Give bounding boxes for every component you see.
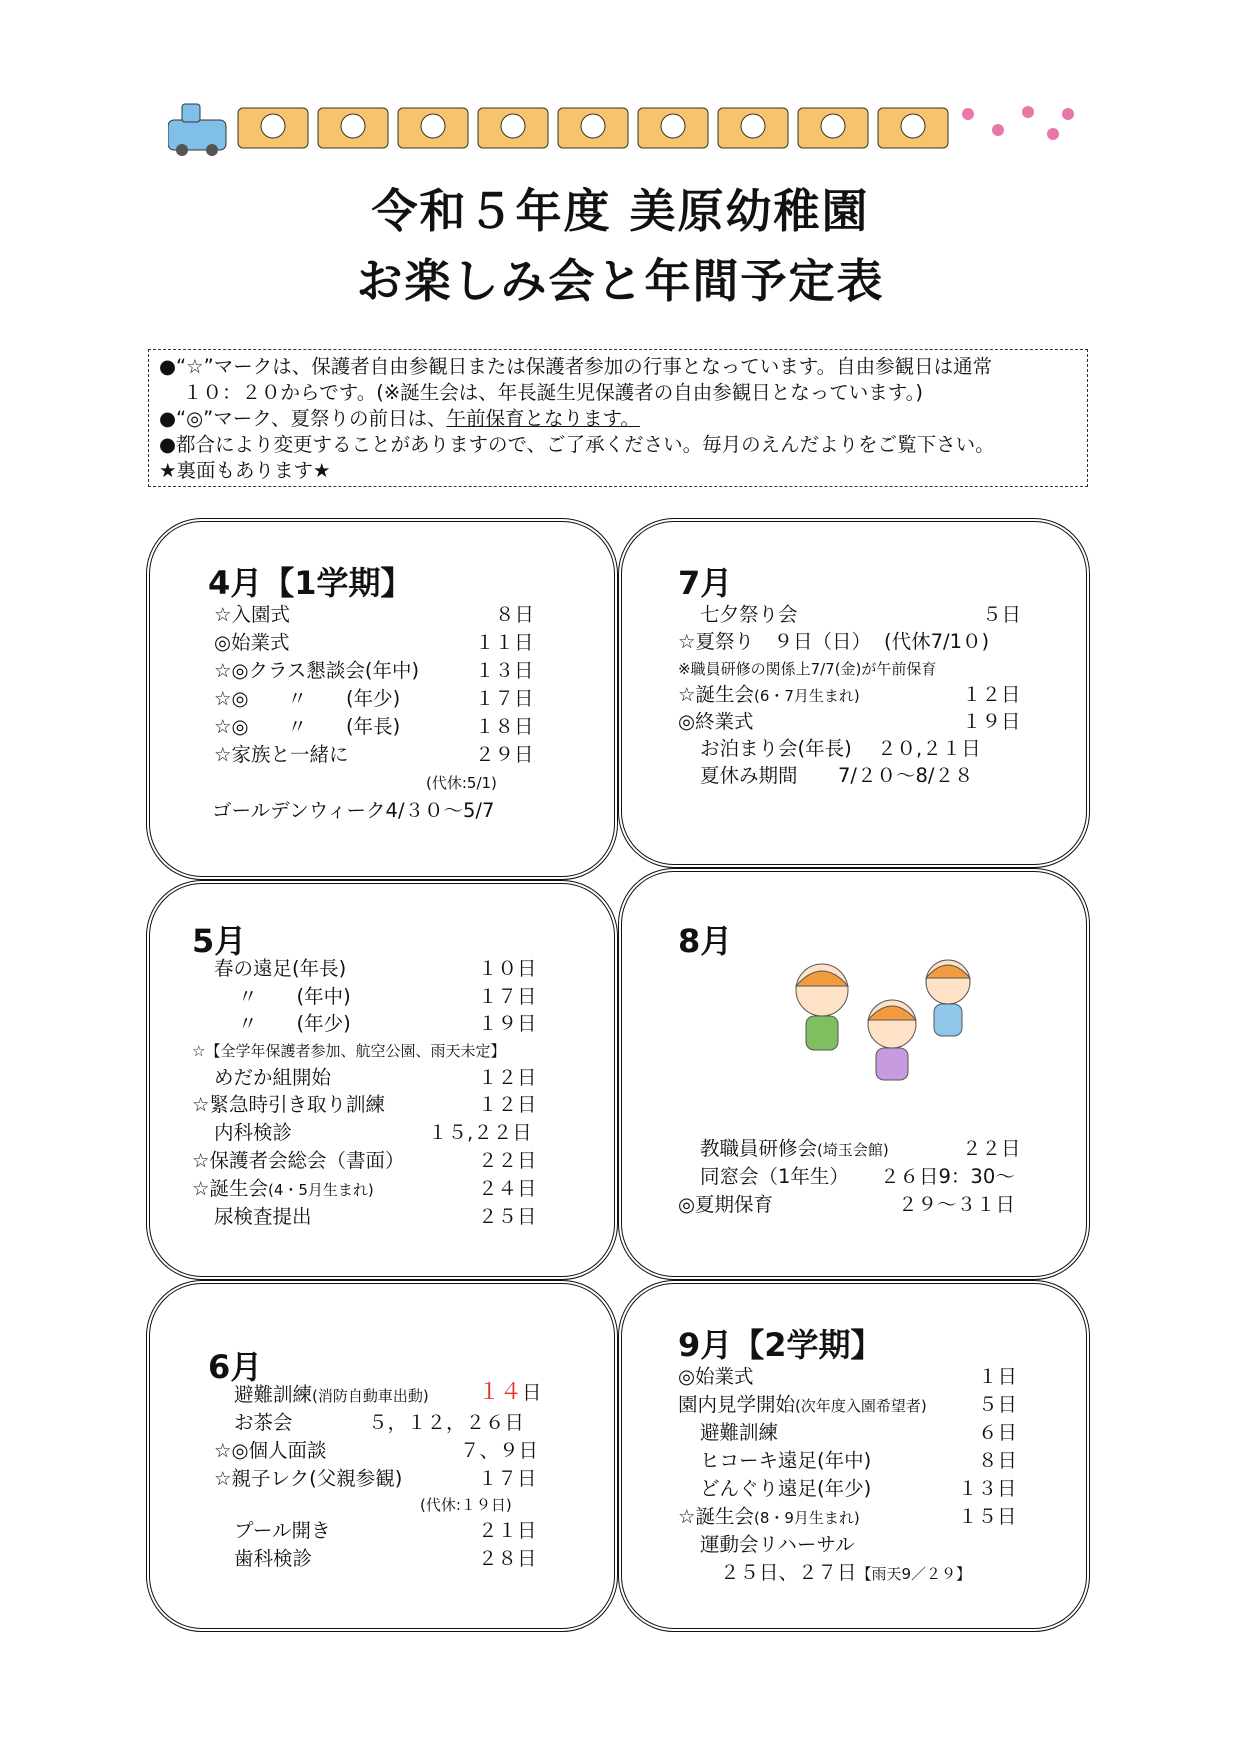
event-label: ヒコーキ遠足(年中): [700, 1449, 872, 1472]
event-label: 春の遠足(年長): [214, 957, 347, 980]
event-date: ２１日: [478, 1519, 537, 1542]
event-label: ☆入園式: [214, 603, 290, 626]
event-label: プール開き: [234, 1519, 331, 1542]
event-label: ☆夏祭り ９日（日）: [678, 630, 871, 653]
event-label: 〃 (年中): [238, 985, 351, 1008]
event-date: ２２日: [478, 1149, 537, 1172]
event-date: １２日: [478, 1093, 537, 1116]
event-label: 避難訓練: [700, 1421, 779, 1444]
event-label: 夏休み期間: [700, 764, 798, 787]
half-day-underline: 午前保育となります。: [446, 407, 640, 430]
page-title-line1: 令和５年度 美原幼稚園: [371, 184, 870, 238]
event-date: １９日: [962, 710, 1021, 733]
month-heading: 7月: [678, 564, 733, 602]
event-label: ☆家族と一緒に: [214, 743, 349, 766]
event-label: ☆親子レク(父親参観): [214, 1467, 403, 1490]
event-label: お茶会: [234, 1411, 293, 1434]
notice-line: ●“◎”マーク、夏祭りの前日は、午前保育となります。: [159, 407, 640, 430]
event-label: ☆◎ 〃 (年長): [214, 715, 401, 738]
event-date: ２２日: [962, 1137, 1021, 1160]
event-label: 尿検査提出: [214, 1205, 312, 1228]
april-box: [146, 518, 618, 880]
event-label: ☆誕生会(8・9月生まれ): [678, 1505, 860, 1528]
event-date: (代休7/1０): [884, 630, 990, 653]
event-label: 運動会リハーサル: [700, 1533, 855, 1556]
month-heading: 6月: [208, 1348, 263, 1386]
event-date: １２日: [478, 1066, 537, 1089]
event-label: ※職員研修の関係上7/7(金)が午前保育: [678, 660, 937, 678]
highlighted-date: １４: [478, 1380, 523, 1405]
event-date: １０日: [478, 957, 537, 980]
may-box: [146, 880, 618, 1280]
event-label: 歯科検診: [234, 1547, 313, 1570]
event-date: ２０,２１日: [877, 737, 981, 760]
event-date: ８日: [978, 1449, 1018, 1472]
month-heading: 5月: [192, 922, 247, 960]
event-date: １８日: [475, 715, 534, 738]
event-date: ２５日、２７日【雨天9／２９】: [720, 1561, 972, 1584]
event-date: ８日: [495, 603, 535, 626]
event-label: めだか組開始: [214, 1066, 332, 1089]
event-date: １９日: [478, 1012, 537, 1035]
event-date: １１日: [475, 631, 534, 654]
event-label: どんぐり遠足(年少): [700, 1477, 872, 1500]
event-label: お泊まり会(年長): [700, 737, 852, 760]
golden-week: ゴールデンウィーク4/３０～5/7: [212, 799, 495, 822]
event-date: ５日: [978, 1393, 1018, 1416]
event-label: ☆誕生会(4・5月生まれ): [192, 1177, 374, 1200]
month-heading: 8月: [678, 922, 733, 960]
event-label: ◎始業式: [678, 1365, 754, 1388]
event-label: 同窓会（1年生）: [700, 1165, 849, 1188]
notice-box: [148, 349, 1088, 487]
notice-line: ●都合により変更することがありますので、ご了承ください。毎月のえんだよりをご覧下さい。: [159, 433, 995, 456]
event-label: 避難訓練(消防自動車出動): [234, 1383, 429, 1406]
july-box: [618, 518, 1090, 868]
event-date: １３日: [958, 1477, 1017, 1500]
august-box: [618, 868, 1090, 1280]
event-date: １２日: [962, 683, 1021, 706]
notice-line: １０：２０からです。(※誕生会は、年長誕生児保護者の自由参観日となっています。): [183, 381, 923, 404]
page-title-line2: お楽しみ会と年間予定表: [356, 254, 885, 308]
notice-line: ★裏面もあります★: [159, 459, 331, 482]
event-date: 7/２０～8/２８: [838, 764, 974, 787]
event-date: ２５日: [478, 1205, 537, 1228]
event-label: ☆保護者会総会（書面）: [192, 1149, 405, 1172]
month-heading: 9月【2学期】: [678, 1326, 883, 1364]
event-label: 内科検診: [214, 1121, 293, 1144]
event-label: 七夕祭り会: [700, 603, 798, 626]
event-date: ２９～３１日: [898, 1193, 1016, 1216]
event-label: 園内見学開始(次年度入園希望者): [678, 1393, 927, 1416]
event-date: １３日: [475, 659, 534, 682]
event-label: ☆誕生会(6・7月生まれ): [678, 683, 860, 706]
september-box: [618, 1280, 1090, 1632]
event-label: 〃 (年少): [238, 1012, 351, 1035]
event-date: １５日: [958, 1505, 1017, 1528]
event-date: １日: [978, 1365, 1018, 1388]
event-label: ☆◎個人面談: [214, 1439, 327, 1462]
month-heading: 4月【1学期】: [208, 564, 413, 602]
event-date: ２９日: [475, 743, 534, 766]
event-date: １７日: [478, 985, 537, 1008]
event-label: ☆◎ 〃 (年少): [214, 687, 401, 710]
event-date: ２６日9：30～: [880, 1165, 1015, 1188]
notice-line: ●“☆”マークは、保護者自由参観日または保護者参加の行事となっています。自由参観日は通常: [159, 355, 993, 378]
event-date: １５,２２日: [428, 1121, 532, 1144]
running-children-illustration: [772, 942, 988, 1092]
event-date: ２８日: [478, 1547, 537, 1570]
substitute-holiday-note: (代休:１９日): [420, 1496, 512, 1514]
event-label: ☆緊急時引き取り訓練: [192, 1093, 385, 1116]
event-label: ☆【全学年保護者参加、航空公園、雨天未定】: [192, 1042, 506, 1060]
event-label: ◎始業式: [214, 631, 290, 654]
event-date: １７日: [478, 1467, 537, 1490]
event-date: ６日: [978, 1421, 1018, 1444]
event-date: ５日: [982, 603, 1022, 626]
event-date: ２４日: [478, 1177, 537, 1200]
june-box: [146, 1280, 618, 1632]
animal-train-illustration: [168, 100, 1076, 156]
event-date: ５，１２，２６日: [368, 1411, 525, 1434]
event-label: 教職員研修会(埼玉会館): [700, 1137, 889, 1160]
event-date: ７、９日: [460, 1439, 539, 1462]
event-label: ☆◎クラス懇談会(年中): [214, 659, 420, 682]
event-date: １７日: [475, 687, 534, 710]
event-label: ◎夏期保育: [678, 1193, 774, 1216]
substitute-holiday-note: (代休:5/1): [426, 774, 497, 792]
event-date: １４日: [478, 1380, 542, 1405]
event-label: ◎終業式: [678, 710, 754, 733]
